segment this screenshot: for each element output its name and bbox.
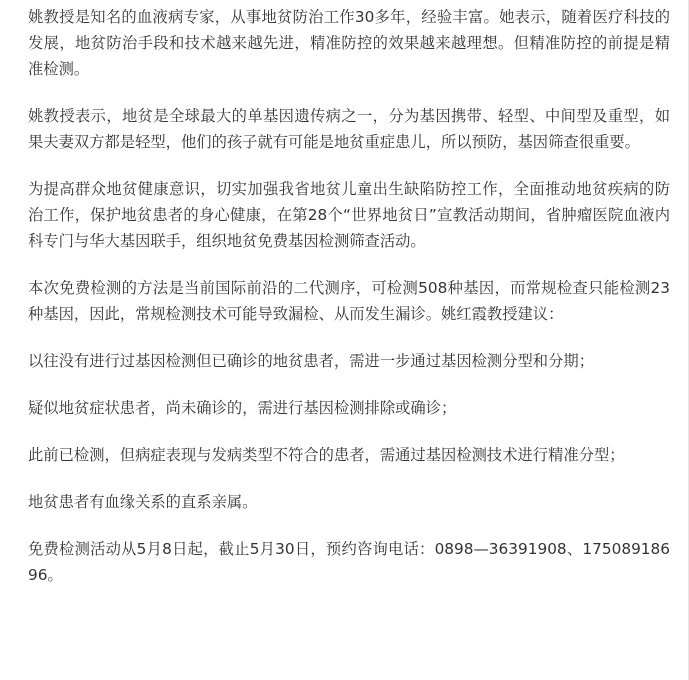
paragraph-thalassemia-types: 姚教授表示，地贫是全球最大的单基因遗传病之一，分为基因携带、轻型、中间型及重型，如果夫妻双方都是轻型，他们的孩子就有可能是地贫重症患儿，所以预防，基因筛查很重要。 — [28, 107, 670, 151]
paragraph-recommendation-4: 地贫患者有血缘关系的直系亲属。 — [28, 493, 258, 511]
paragraph-testing-method: 本次免费检测的方法是当前国际前沿的二代测序，可检测508种基因，而常规检查只能检测23种基因，因此，常规检测技术可能导致漏检、从而发生漏诊。姚红霞教授建议： — [28, 279, 670, 323]
paragraph-screening-campaign: 为提高群众地贫健康意识，切实加强我省地贫儿童出生缺陷防控工作，全面推动地贫疾病的防治工作，保护地贫患者的身心健康，在第28个“世界地贫日”宣教活动期间，省肿瘤医院血液内科专门与华大基因联手，组织地贫免费基因检测筛查活动。 — [28, 180, 670, 250]
paragraph-contact-info: 免费检测活动从5月8日起，截止5月30日，预约咨询电话：0898—36391908、17508918696。 — [28, 540, 670, 584]
paragraph-expert-intro: 姚教授是知名的血液病专家，从事地贫防治工作30多年，经验丰富。她表示，随着医疗科技的发展，地贫防治手段和技术越来越先进，精准防控的效果越来越理想。但精准防控的前提是精准检测。 — [28, 8, 670, 78]
paragraph-recommendation-3: 此前已检测，但病症表现与发病类型不符合的患者，需通过基因检测技术进行精准分型； — [28, 446, 625, 464]
paragraph-recommendation-2: 疑似地贫症状患者，尚未确诊的，需进行基因检测排除或确诊； — [28, 399, 457, 417]
paragraph-recommendation-1: 以往没有进行过基因检测但已确诊的地贫患者，需进一步通过基因检测分型和分期； — [28, 352, 594, 370]
article-body — [28, 4, 670, 609]
